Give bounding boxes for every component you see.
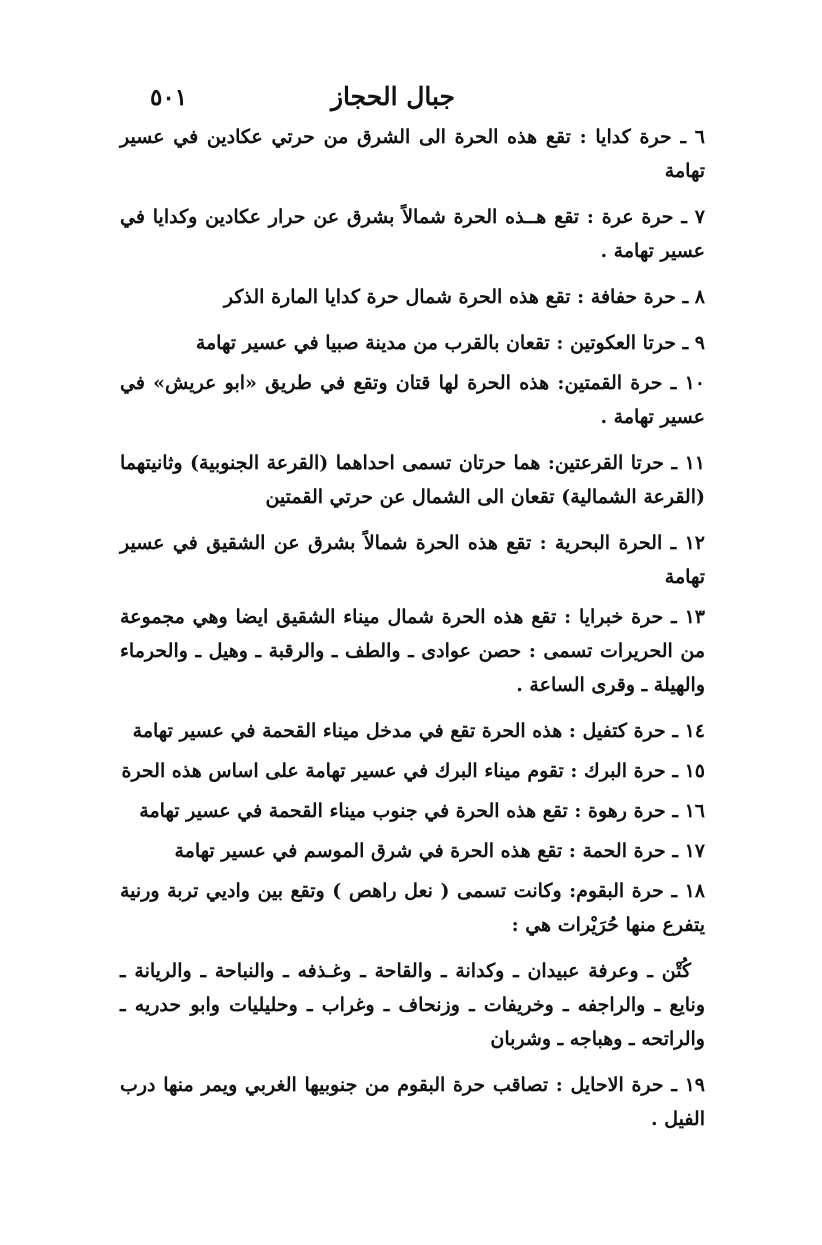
entry-paragraph: ١٧ ـ حرة الحمة : تقع هذه الحرة في شرق الموسم في عسير تهامة [174, 840, 705, 862]
entry-paragraph: ١٢ ـ الحرة البحرية : تقع هذه الحرة شمالاً بشرق عن الشقيق في عسير تهامة [120, 532, 705, 588]
entry-paragraph: ١٦ ـ حرة رهوة : تقع هذه الحرة في جنوب ميناء القحمة في عسير تهامة [139, 800, 705, 822]
document-body [120, 120, 705, 1136]
entry-paragraph: ٦ ـ حرة كدايا : تقع هذه الحرة الى الشرق من حرتي عكادين في عسير تهامة [120, 126, 705, 182]
entry-paragraph: ٨ ـ حرة حفافة : تقع هذه الحرة شمال حرة كدايا المارة الذكر [223, 286, 705, 308]
document-page [120, 70, 705, 1190]
entry-paragraph: ١٤ ـ حرة كتفيل : هذه الحرة تقع في مدخل ميناء القحمة في عسير تهامة [132, 720, 705, 742]
entry-paragraph: ٧ ـ حرة عرة : تقع هــذه الحرة شمالاً بشرق عن حرار عكادين وكدايا في عسير تهامة . [120, 206, 705, 262]
page-header [120, 70, 705, 120]
entry-paragraph: ١١ ـ حرتا القرعتين: هما حرتان تسمى احداهما (القرعة الجنوبية) وثانيتهما (القرعة الشمالية) تقعان الى الشمال عن حرتي القمتين [120, 452, 705, 508]
entry-paragraph: ١٠ ـ حرة القمتين: هذه الحرة لها قتان وتقع في طريق «ابو عريش» في عسير تهامة . [120, 372, 705, 428]
entry-paragraph: ١٥ ـ حرة البرك : تقوم ميناء البرك في عسير تهامة على اساس هذه الحرة [121, 760, 705, 782]
entry-paragraph: ١٨ ـ حرة البقوم: وكانت تسمى ( نعل راهص ) وتقع بين واديي تربة ورنية يتفرع منها حُرَيْرات هي : [120, 880, 705, 936]
page-number: ٥٠١ [150, 84, 188, 111]
running-title: جبال الحجاز [330, 82, 455, 111]
entry-paragraph: ١٣ ـ حرة خبرايا : تقع هذه الحرة شمال ميناء الشقيق ايضا وهي مجموعة من الحريرات تسمى : حصن عوادى ـ والطف ـ والرقبة ـ وهيل ـ والحرماء والهيلة ـ وقرى الساعة . [120, 606, 705, 696]
entry-paragraph: ٩ ـ حرتا العكوتين : تقعان بالقرب من مدينة صبيا في عسير تهامة [195, 332, 705, 354]
entry-paragraph: كُتْن ـ وعرفة عبيدان ـ وكدانة ـ والقاحة ـ وغـذفه ـ والنباحة ـ والريانة ـ ونايع ـ والراجفه ـ وخريفات ـ وزنحاف ـ وغراب ـ وحليليات وابو حدريه ـ والراتحه ـ وهباجه ـ وشربان [120, 960, 705, 1050]
entry-paragraph: ١٩ ـ حرة الاحايل : تصاقب حرة البقوم من جنوبيها الغربي ويمر منها درب الفيل . [120, 1074, 705, 1130]
